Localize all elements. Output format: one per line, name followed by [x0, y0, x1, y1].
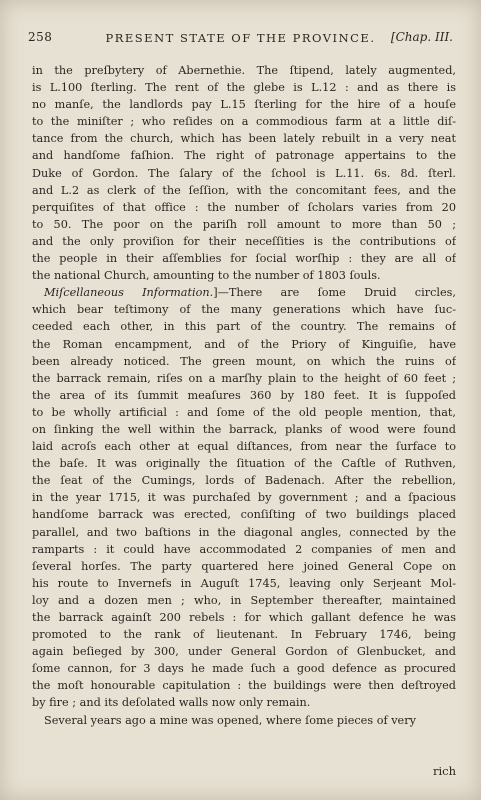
text-line: the area of its ſummit meaſures 360 by 180 feet. It is ſuppoſed: [32, 388, 456, 402]
text-line: handſome barrack was erected, conſiſting of two buildings placed: [32, 508, 456, 522]
running-header: [28, 30, 453, 48]
text-line: on ſinking the well within the barrack, planks of wood were found: [32, 422, 456, 436]
chapter-label: [Chap. III.: [390, 30, 453, 44]
text-line: the moſt honourable capitulation : the buildings were then deſtroyed: [32, 679, 456, 693]
text-line: is L.100 ſterling. The rent of the glebe is L.12 : and as there is: [32, 81, 456, 95]
text-line: and the only proviſion for their neceſſities is the contributions of: [32, 234, 456, 248]
text-line: and handſome faſhion. The right of patronage appertains to the: [32, 149, 456, 163]
text-line: to be wholly artificial : and ſome of the old people mention, that,: [32, 405, 456, 419]
text-line: again beſieged by 300, under General Gordon of Glenbucket, and: [32, 645, 456, 659]
text-line: and L.2 as clerk of the ſeſſion, with the concomitant fees, and the: [32, 183, 456, 197]
text-line: tance from the church, which has been lately rebuilt in a very neat: [32, 132, 456, 146]
text-line: laid acroſs each other at equal diſtances, from near the ſurface to: [32, 440, 456, 454]
catchword: rich: [432, 764, 456, 778]
text-line: which bear teſtimony of the many generations which have ſuc-: [32, 303, 456, 317]
text-line: to 50. The poor on the pariſh roll amount to more than 50 ;: [32, 217, 456, 231]
text-line: parallel, and two baſtions in the diagonal angles, connected by the: [32, 525, 456, 539]
text-line: ramparts : it could have accommodated 2 companies of men and: [32, 542, 456, 556]
text-line: by fire ; and its deſolated walls now only remain.: [32, 696, 311, 710]
text-line: the people in their aſſemblies for ſocial worſhip : they are all of: [32, 252, 456, 266]
text-line: Duke of Gordon. The ſalary of the ſchool is L.11. 6s. 8d. ſterl.: [32, 166, 456, 180]
text-line: ſeveral horſes. The party quartered here joined General Cope on: [32, 559, 456, 573]
text-line: ſome cannon, for 3 days he made ſuch a good defence as procured: [32, 662, 456, 676]
text-line: the barrack remain, riſes on a marſhy plain to the height of 60 feet ;: [32, 371, 456, 385]
page-number: 258: [28, 30, 53, 44]
text-line: the baſe. It was originally the ſituation of the Caſtle of Ruthven,: [32, 457, 456, 471]
text-line: in the year 1715, it was purchaſed by government ; and a ſpacious: [32, 491, 456, 505]
text-line: his route to Invernefs in Auguſt 1745, leaving only Serjeant Mol-: [32, 576, 456, 590]
text-line: loy and a dozen men ; who, in September thereafter, maintained: [32, 593, 456, 607]
text-line: Several years ago a mine was opened, where ſome pieces of very: [44, 713, 416, 727]
text-line: to the miniſter ; who reſides on a commodious farm at a little diſ-: [32, 115, 456, 129]
text-line: the barrack againſt 200 rebels : for which gallant defence he was: [32, 611, 456, 624]
section-heading-line: Miſcellaneous Information.]—There are ſome Druid circles,: [44, 286, 456, 300]
text-line: in the preſbytery of Abernethie. The ſtipend, lately augmented,: [32, 64, 456, 77]
text-line: promoted to the rank of lieutenant. In February 1746, being: [32, 628, 456, 642]
body-text: [32, 62, 456, 729]
text-line: the national Church, amounting to the number of 1803 ſouls.: [32, 269, 381, 283]
text-line: perquiſites of that office : the number of ſcholars varies from 20: [32, 200, 456, 214]
text-line: been already noticed. The green mount, on which the ruins of: [32, 354, 456, 368]
text-line: no manſe, the landlords pay L.15 ſterling for the hire of a houſe: [32, 98, 456, 112]
text-line: ceeded each other, in this part of the country. The remains of: [32, 320, 456, 334]
running-title: PRESENT STATE OF THE PROVINCE.: [105, 31, 376, 45]
text-line: the Roman encampment, and of the Priory of Kinguiſie, have: [32, 337, 456, 351]
text-line: the ſeat of the Cumings, lords of Badenach. After the rebellion,: [32, 474, 456, 488]
